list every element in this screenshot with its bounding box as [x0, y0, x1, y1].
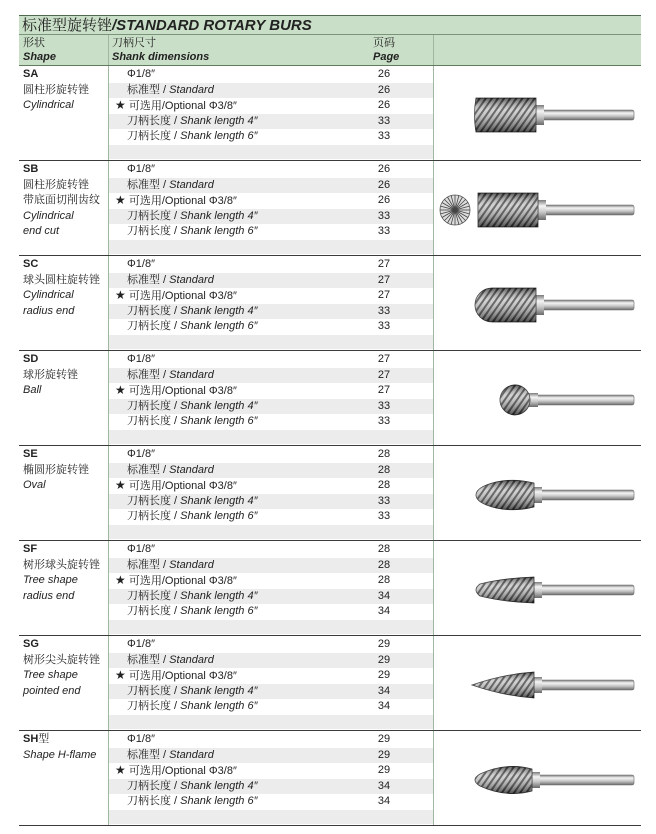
- page-ref: 33: [377, 415, 391, 428]
- shank-dim: Φ1/8″: [127, 543, 155, 555]
- shank-row: [109, 257, 433, 273]
- bur-section-sh: [19, 731, 641, 826]
- shank-dim: 刀柄长度 / Shank length 6″: [127, 510, 258, 523]
- shank-dim: Φ1/8″: [127, 733, 155, 745]
- column-divider: [108, 161, 109, 255]
- shank-dim: 刀柄长度 / Shank length 4″: [127, 304, 258, 317]
- page-ref: 29: [377, 733, 391, 745]
- star-icon: ★: [115, 668, 126, 683]
- bur-image-sc: [434, 256, 641, 350]
- shape-name-cn: 圆柱形旋转锉: [23, 83, 89, 96]
- shank-row: [109, 573, 433, 589]
- shape-name-en: Tree shape: [23, 669, 78, 682]
- shape-code-suffix: 型: [38, 733, 50, 745]
- bur-section-sd: [19, 351, 641, 446]
- shape-code: SA: [23, 68, 39, 80]
- shank-row: [109, 129, 433, 145]
- shank-row: [109, 304, 433, 320]
- page-ref: 33: [377, 225, 391, 238]
- shank-dim: 刀柄长度 / Shank length 4″: [127, 779, 258, 792]
- page-title: 标准型旋转锉/STANDARD ROTARY BURS: [19, 15, 641, 35]
- shank-row: [109, 794, 433, 810]
- shape-name-en: Cylindrical: [23, 289, 74, 302]
- column-divider: [108, 636, 109, 730]
- page-ref: 28: [377, 448, 391, 460]
- page-ref: 28: [377, 479, 391, 492]
- page-ref: 28: [377, 574, 391, 587]
- catalog-page: [19, 15, 641, 826]
- shank-dim: 标准型 / Standard: [127, 653, 214, 666]
- page-ref: 26: [377, 99, 391, 112]
- star-icon: ★: [115, 383, 126, 398]
- shank-row: [109, 763, 433, 779]
- page-ref: 33: [377, 209, 391, 222]
- shank-row-blank: [109, 525, 433, 539]
- star-icon: ★: [115, 478, 126, 493]
- column-divider: [108, 541, 109, 635]
- page-ref: 28: [377, 463, 391, 476]
- shank-dim: Φ1/8″: [127, 638, 155, 650]
- shank-row: [109, 604, 433, 620]
- bur-image-sf: [434, 541, 641, 635]
- shape-name-cn: 球形旋转锉: [23, 368, 78, 381]
- shank-row-blank: [109, 620, 433, 634]
- shape-name-en: Shape H-flame: [23, 748, 97, 761]
- shape-name-cn-2: 带底面切削齿纹: [23, 194, 100, 207]
- shank-dim: 标准型 / Standard: [127, 178, 214, 191]
- header-page-en: Page: [373, 51, 400, 63]
- page-ref: 29: [377, 638, 391, 650]
- page-ref: 26: [377, 83, 391, 96]
- shape-cell: [23, 542, 109, 604]
- shank-dim: ★ 可选用/Optional Φ3/8″: [115, 573, 237, 588]
- shape-code: SC: [23, 258, 39, 270]
- shank-row: [109, 699, 433, 715]
- page-ref: 33: [377, 494, 391, 507]
- star-icon: ★: [115, 573, 126, 588]
- shank-row: [109, 509, 433, 525]
- shape-name-en: Oval: [23, 479, 46, 492]
- shank-row: [109, 558, 433, 574]
- shank-row: [109, 114, 433, 130]
- shape-code: SG: [23, 638, 39, 650]
- shank-row-blank: [109, 240, 433, 254]
- page-ref: 33: [377, 304, 391, 317]
- shank-row: [109, 684, 433, 700]
- shank-dim: Φ1/8″: [127, 163, 155, 175]
- page-ref: 27: [377, 258, 391, 270]
- page-ref: 29: [377, 764, 391, 777]
- shape-cell: [23, 162, 109, 240]
- shank-row: [109, 668, 433, 684]
- shank-row: [109, 288, 433, 304]
- page-ref: 33: [377, 130, 391, 143]
- shape-name-en-2: radius end: [23, 304, 75, 317]
- shank-row: [109, 589, 433, 605]
- shank-dim: ★ 可选用/Optional Φ3/8″: [115, 668, 237, 683]
- page-ref: 34: [377, 779, 391, 792]
- shape-name-en: Cylindrical: [23, 99, 74, 112]
- shape-name-en: Ball: [23, 384, 42, 397]
- shank-row: [109, 779, 433, 795]
- shank-row: [109, 98, 433, 114]
- shank-dim: Φ1/8″: [127, 68, 155, 80]
- shank-row: [109, 162, 433, 178]
- shank-dim: ★ 可选用/Optional Φ3/8″: [115, 383, 237, 398]
- shank-row: [109, 637, 433, 653]
- page-ref: 29: [377, 748, 391, 761]
- shape-code: SH: [23, 733, 39, 745]
- column-divider: [108, 731, 109, 825]
- page-ref: 27: [377, 353, 391, 365]
- page-ref: 34: [377, 589, 391, 602]
- shank-dim: Φ1/8″: [127, 258, 155, 270]
- shank-dim: 刀柄长度 / Shank length 4″: [127, 399, 258, 412]
- shank-row: [109, 478, 433, 494]
- shank-row: [109, 542, 433, 558]
- shank-row: [109, 463, 433, 479]
- shape-cell: [23, 67, 109, 114]
- shank-dim: Φ1/8″: [127, 448, 155, 460]
- star-icon: ★: [115, 763, 126, 778]
- shape-code: SD: [23, 353, 39, 365]
- page-ref: 27: [377, 384, 391, 397]
- header-divider: [108, 35, 109, 65]
- shank-dim: Φ1/8″: [127, 353, 155, 365]
- shank-dim: 标准型 / Standard: [127, 463, 214, 476]
- shank-dim: 刀柄长度 / Shank length 4″: [127, 684, 258, 697]
- star-icon: ★: [115, 193, 126, 208]
- header-shank-cn: 刀柄尺寸: [112, 37, 156, 49]
- shank-dim: 刀柄长度 / Shank length 4″: [127, 209, 258, 222]
- bur-section-se: [19, 446, 641, 541]
- shape-cell: [23, 637, 109, 699]
- page-ref: 33: [377, 510, 391, 523]
- column-divider: [108, 351, 109, 445]
- shank-dim: ★ 可选用/Optional Φ3/8″: [115, 478, 237, 493]
- shape-name-cn: 椭圆形旋转锉: [23, 463, 89, 476]
- bur-image-sd: [434, 351, 641, 445]
- column-divider: [108, 66, 109, 160]
- header-divider: [433, 35, 434, 65]
- shank-dim: 刀柄长度 / Shank length 6″: [127, 605, 258, 618]
- shank-row: [109, 447, 433, 463]
- shape-name-cn: 球头圆柱旋转锉: [23, 273, 100, 286]
- shape-name-cn: 树形尖头旋转锉: [23, 653, 100, 666]
- shape-cell: [23, 732, 109, 763]
- shank-dim: 标准型 / Standard: [127, 368, 214, 381]
- shape-code: SB: [23, 163, 39, 175]
- star-icon: ★: [115, 98, 126, 113]
- page-ref: 34: [377, 684, 391, 697]
- shank-dim: ★ 可选用/Optional Φ3/8″: [115, 193, 237, 208]
- shank-row-blank: [109, 335, 433, 349]
- shank-row: [109, 414, 433, 430]
- shank-row: [109, 732, 433, 748]
- shape-code: SE: [23, 448, 38, 460]
- header-shape-en: Shape: [23, 51, 57, 63]
- shank-dim: 刀柄长度 / Shank length 6″: [127, 795, 258, 808]
- bur-section-sb: [19, 161, 641, 256]
- shank-dim: 刀柄长度 / Shank length 6″: [127, 415, 258, 428]
- shank-row-blank: [109, 145, 433, 159]
- shank-dim: 刀柄长度 / Shank length 6″: [127, 700, 258, 713]
- shape-name-en-2: end cut: [23, 225, 60, 238]
- shank-dim: 刀柄长度 / Shank length 6″: [127, 130, 258, 143]
- bur-image-sg: [434, 636, 641, 730]
- page-ref: 29: [377, 669, 391, 682]
- page-ref: 34: [377, 700, 391, 713]
- page-ref: 27: [377, 368, 391, 381]
- page-ref: 26: [377, 178, 391, 191]
- bur-section-sg: [19, 636, 641, 731]
- shank-dim: 标准型 / Standard: [127, 273, 214, 286]
- shank-dim: ★ 可选用/Optional Φ3/8″: [115, 98, 237, 113]
- shank-row: [109, 83, 433, 99]
- page-ref: 26: [377, 163, 391, 175]
- page-ref: 28: [377, 558, 391, 571]
- shank-row-blank: [109, 715, 433, 729]
- shape-cell: [23, 257, 109, 319]
- shape-name-en: Cylindrical: [23, 209, 74, 222]
- shank-dim: 标准型 / Standard: [127, 748, 214, 761]
- page-ref: 29: [377, 653, 391, 666]
- shank-row-blank: [109, 430, 433, 444]
- bur-section-sf: [19, 541, 641, 636]
- bur-section-sa: [19, 66, 641, 161]
- shank-dim: 刀柄长度 / Shank length 4″: [127, 114, 258, 127]
- shank-dim: ★ 可选用/Optional Φ3/8″: [115, 763, 237, 778]
- bur-image-se: [434, 446, 641, 540]
- shape-name-cn: 圆柱形旋转锉: [23, 178, 89, 191]
- shank-row: [109, 352, 433, 368]
- shank-dim: ★ 可选用/Optional Φ3/8″: [115, 288, 237, 303]
- bur-image-sb: [434, 161, 641, 255]
- page-ref: 27: [377, 289, 391, 302]
- shank-row: [109, 494, 433, 510]
- shank-row: [109, 67, 433, 83]
- shank-dim: 刀柄长度 / Shank length 6″: [127, 320, 258, 333]
- shank-row: [109, 399, 433, 415]
- bur-table: [19, 66, 641, 826]
- column-divider: [108, 446, 109, 540]
- header-shank-en: Shank dimensions: [112, 51, 210, 63]
- page-ref: 33: [377, 320, 391, 333]
- shank-row-blank: [109, 810, 433, 824]
- shank-row: [109, 319, 433, 335]
- header-page-cn: 页码: [373, 37, 395, 49]
- shank-row: [109, 224, 433, 240]
- shank-row: [109, 209, 433, 225]
- shape-cell: [23, 447, 109, 494]
- column-divider: [108, 256, 109, 350]
- shank-row: [109, 178, 433, 194]
- page-ref: 28: [377, 543, 391, 555]
- shank-row: [109, 273, 433, 289]
- shape-cell: [23, 352, 109, 399]
- shank-dim: 标准型 / Standard: [127, 558, 214, 571]
- page-ref: 26: [377, 194, 391, 207]
- bur-image-sa: [434, 66, 641, 160]
- shank-row: [109, 368, 433, 384]
- shank-row: [109, 193, 433, 209]
- shank-dim: 刀柄长度 / Shank length 4″: [127, 589, 258, 602]
- page-ref: 33: [377, 399, 391, 412]
- shape-name-en: Tree shape: [23, 574, 78, 587]
- header-shape-cn: 形状: [23, 37, 45, 49]
- shape-name-en-2: pointed end: [23, 684, 81, 697]
- star-icon: ★: [115, 288, 126, 303]
- shank-row: [109, 383, 433, 399]
- bur-section-sc: [19, 256, 641, 351]
- shape-name-en-2: radius end: [23, 589, 75, 602]
- bur-image-sh: [434, 731, 641, 825]
- shank-row: [109, 653, 433, 669]
- shank-dim: 刀柄长度 / Shank length 4″: [127, 494, 258, 507]
- shank-dim: 标准型 / Standard: [127, 83, 214, 96]
- shank-row: [109, 748, 433, 764]
- shank-dim: 刀柄长度 / Shank length 6″: [127, 225, 258, 238]
- shape-code: SF: [23, 543, 38, 555]
- page-ref: 26: [377, 68, 391, 80]
- page-ref: 34: [377, 605, 391, 618]
- page-ref: 33: [377, 114, 391, 127]
- table-header: [19, 35, 641, 66]
- page-ref: 27: [377, 273, 391, 286]
- shape-name-cn: 树形球头旋转锉: [23, 558, 100, 571]
- page-ref: 34: [377, 795, 391, 808]
